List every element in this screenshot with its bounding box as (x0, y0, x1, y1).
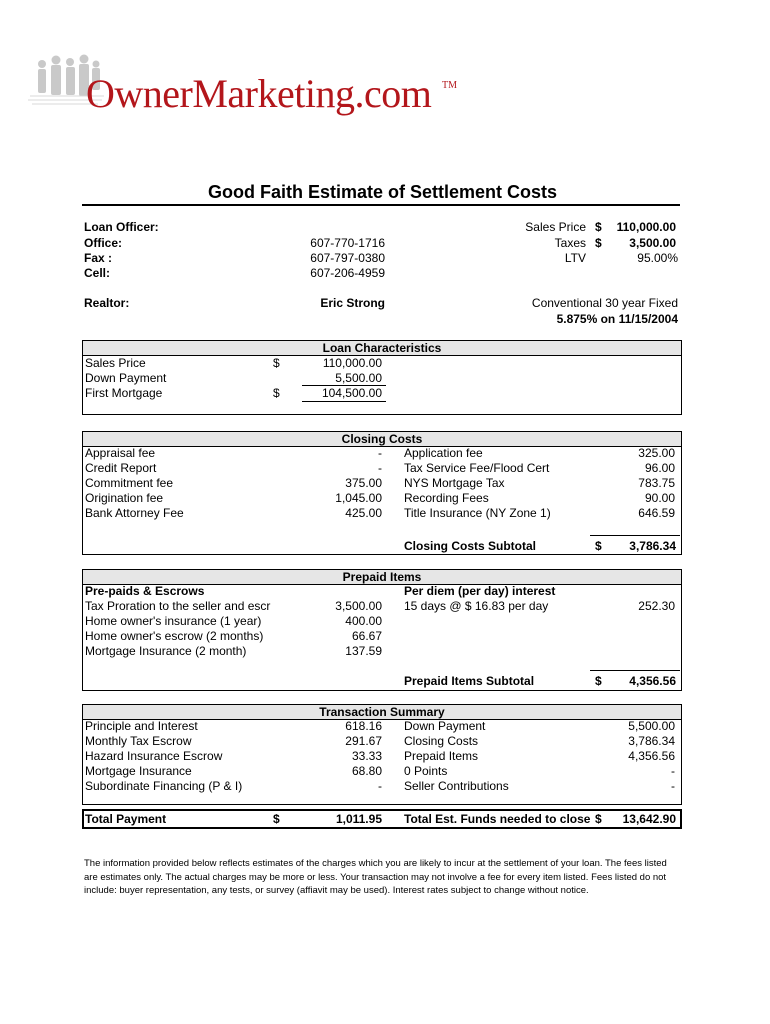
closing-costs-header: Closing Costs (83, 432, 681, 447)
cc-right-label-4: Title Insurance (NY Zone 1) (404, 506, 551, 520)
cc-right-label-2: NYS Mortgage Tax (404, 476, 505, 490)
transaction-summary-header: Transaction Summary (83, 705, 681, 720)
ts-right-value-2: 4,356.56 (628, 749, 675, 763)
title-rule (82, 204, 680, 206)
total-payment-label: Total Payment (85, 812, 167, 826)
lc-dollar-2: $ (273, 386, 280, 400)
cc-subtotal-label: Closing Costs Subtotal (404, 539, 536, 553)
cc-right-label-0: Application fee (404, 446, 483, 460)
prepaid-value-0: 3,500.00 (335, 599, 382, 613)
prepaid-label-2: Home owner's escrow (2 months) (85, 629, 264, 643)
realtor-label: Realtor: (84, 296, 130, 310)
disclaimer: The information provided below reflects estimates of the charges which you are likely to incur at the settlement of your loan. The fees listed are estimates only. The actual charges may be more or less. Your transaction may not involve a fee for every item listed. Fees listed do not include: buyer representation, any tests, or survey (affiavit may be used). Interest rates subject to change without notice. (84, 858, 667, 896)
cc-left-label-2: Commitment fee (85, 476, 174, 490)
lc-bottom-rule (302, 401, 386, 402)
taxes-label: Taxes (554, 236, 586, 250)
prepaid-items-header: Prepaid Items (83, 570, 681, 585)
trademark: TM (442, 80, 457, 91)
per-diem-label: 15 days @ $ 16.83 per day (404, 599, 549, 613)
cc-right-value-0: 325.00 (638, 446, 675, 460)
prepaid-value-3: 137.59 (345, 644, 382, 658)
cc-right-rule (590, 535, 680, 536)
logo (28, 50, 468, 125)
cc-left-value-1: - (378, 461, 382, 475)
realtor-name: Eric Strong (320, 296, 385, 310)
cc-right-label-1: Tax Service Fee/Flood Cert (404, 461, 550, 475)
prepaid-label-0: Tax Proration to the seller and escr (85, 599, 271, 613)
prepaid-right-rule (590, 670, 680, 671)
lc-value-0: 110,000.00 (322, 356, 382, 370)
cell-label: Cell: (84, 266, 111, 280)
office-label: Office: (84, 236, 123, 250)
fax-label: Fax : (84, 251, 113, 265)
ltv-value: 95.00% (637, 251, 678, 265)
prepaid-value-1: 400.00 (345, 614, 382, 628)
cc-left-value-0: - (378, 446, 382, 460)
taxes-value: 3,500.00 (629, 236, 676, 250)
loan-rate: 5.875% on 11/15/2004 (556, 312, 678, 326)
ts-left-value-2: 33.33 (351, 749, 382, 763)
page-title: Good Faith Estimate of Settlement Costs (207, 182, 558, 202)
ts-right-label-3: 0 Points (404, 764, 448, 778)
loan-characteristics-header: Loan Characteristics (83, 341, 681, 356)
ts-left-label-0: Principle and Interest (85, 719, 198, 733)
total-payment-dollar: $ (273, 812, 280, 826)
prepaid-label-3: Mortgage Insurance (2 month) (85, 644, 247, 658)
prepaid-label-1: Home owner's insurance (1 year) (85, 614, 262, 628)
cc-right-label-3: Recording Fees (404, 491, 489, 505)
cc-left-label-4: Bank Attorney Fee (85, 506, 184, 520)
ts-right-label-4: Seller Contributions (404, 779, 509, 793)
ts-right-label-0: Down Payment (404, 719, 486, 733)
cc-right-value-4: 646.59 (638, 506, 675, 520)
loan-officer-label: Loan Officer: (84, 220, 159, 234)
ts-left-value-0: 618.16 (345, 719, 382, 733)
sales-price-label: Sales Price (525, 220, 586, 234)
cc-left-label-1: Credit Report (85, 461, 157, 475)
total-payment-value: 1,011.95 (335, 812, 382, 826)
cc-left-label-3: Origination fee (85, 491, 164, 505)
cc-right-value-3: 90.00 (644, 491, 675, 505)
loan-type: Conventional 30 year Fixed (531, 296, 678, 310)
funds-needed-dollar: $ (595, 812, 602, 826)
ts-left-label-2: Hazard Insurance Escrow (85, 749, 223, 763)
fax-phone: 607-797-0380 (310, 251, 385, 265)
ts-left-label-3: Mortgage Insurance (85, 764, 192, 778)
ts-left-value-1: 291.67 (345, 734, 382, 748)
funds-needed-label: Total Est. Funds needed to close (404, 812, 590, 826)
ts-left-value-4: - (378, 779, 382, 793)
cc-right-value-2: 783.75 (638, 476, 675, 490)
prepaid-subtotal-label: Prepaid Items Subtotal (404, 674, 535, 688)
prepaid-subtotal-value: 4,356.56 (629, 674, 676, 688)
cc-left-value-2: 375.00 (345, 476, 382, 490)
ltv-label: LTV (564, 251, 586, 265)
cc-right-value-1: 96.00 (644, 461, 675, 475)
cc-subtotal-value: 3,786.34 (629, 539, 676, 553)
cc-left-value-4: 425.00 (345, 506, 382, 520)
ts-left-label-1: Monthly Tax Escrow (85, 734, 192, 748)
sales-price-value: 110,000.00 (616, 220, 676, 234)
prepaid-right-heading: Per diem (per day) interest (404, 584, 556, 598)
lc-dollar-0: $ (273, 356, 280, 370)
sales-price-dollar: $ (595, 220, 602, 234)
prepaid-left-heading: Pre-paids & Escrows (85, 584, 205, 598)
ts-right-label-1: Closing Costs (404, 734, 479, 748)
prepaid-subtotal-dollar: $ (595, 674, 602, 688)
lc-label-0: Sales Price (85, 356, 146, 370)
ts-right-value-0: 5,500.00 (628, 719, 675, 733)
lc-value-2: 104,500.00 (321, 386, 382, 400)
ts-left-value-3: 68.80 (351, 764, 382, 778)
per-diem-value: 252.30 (638, 599, 675, 613)
lc-value-1: 5,500.00 (335, 371, 382, 385)
cc-subtotal-dollar: $ (595, 539, 602, 553)
office-phone: 607-770-1716 (310, 236, 385, 250)
loan-characteristics-section (82, 340, 682, 415)
funds-needed-value: 13,642.90 (622, 812, 676, 826)
ts-right-value-3: - (671, 764, 675, 778)
lc-label-2: First Mortgage (85, 386, 163, 400)
totals-row (82, 809, 682, 829)
ts-right-value-4: - (671, 779, 675, 793)
cc-left-label-0: Appraisal fee (85, 446, 156, 460)
ts-right-label-2: Prepaid Items (404, 749, 479, 763)
ts-right-value-1: 3,786.34 (628, 734, 675, 748)
cc-left-value-3: 1,045.00 (335, 491, 382, 505)
lc-label-1: Down Payment (85, 371, 167, 385)
cell-phone: 607-206-4959 (310, 266, 385, 280)
logo-text: OwnerMarketing.com (86, 71, 432, 116)
taxes-dollar: $ (595, 236, 602, 250)
prepaid-value-2: 66.67 (351, 629, 382, 643)
ts-left-label-4: Subordinate Financing (P & I) (85, 779, 243, 793)
